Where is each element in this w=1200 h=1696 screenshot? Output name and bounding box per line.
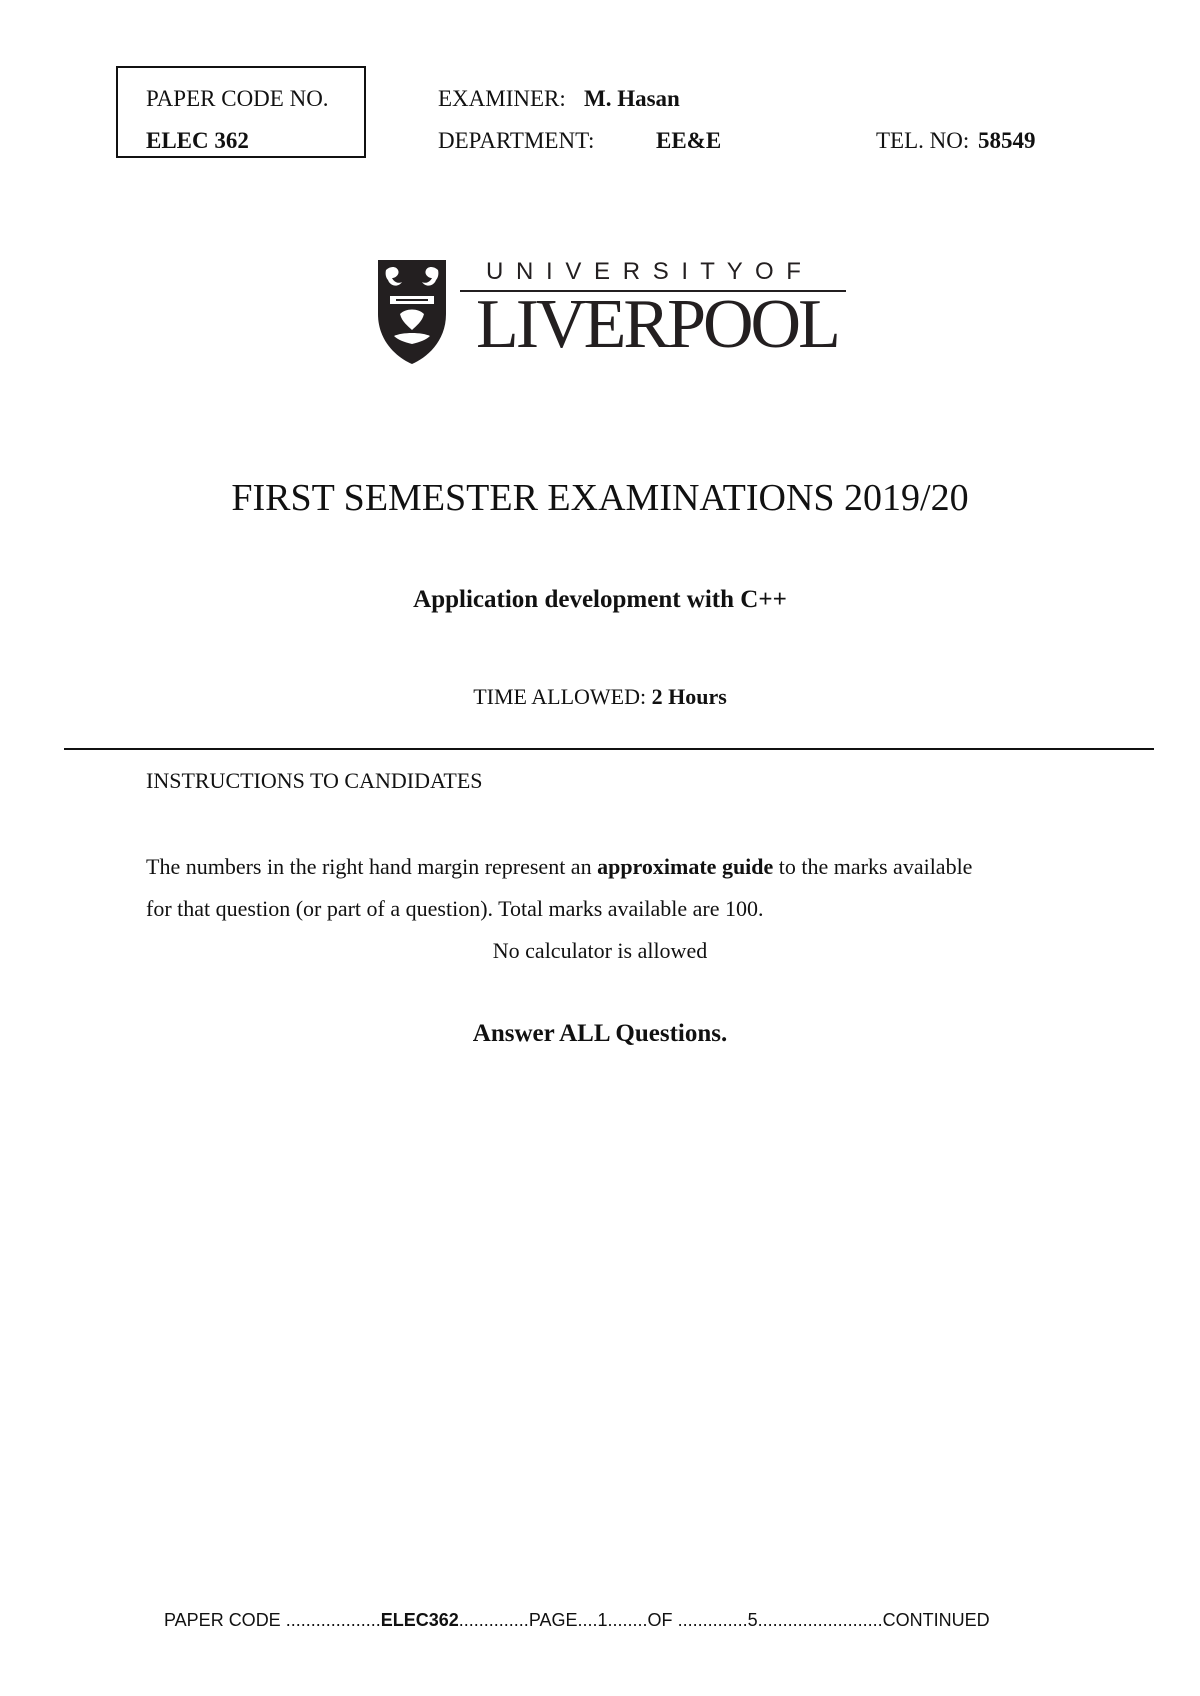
paper-code: ELEC 362 (146, 128, 249, 153)
footer-dots-4: ........ (607, 1610, 648, 1630)
subject-title: Application development with C++ (413, 586, 787, 613)
exam-title: FIRST SEMESTER EXAMINATIONS 2019/20 (231, 477, 969, 519)
divider (64, 748, 1154, 750)
instructions-line-2: for that question (or part of a question). Total marks available are 100. (146, 896, 764, 921)
footer-paper-code: ELEC362 (380, 1610, 459, 1630)
examiner-name: M. Hasan (584, 86, 680, 111)
paper-code-label: PAPER CODE NO. (146, 86, 329, 111)
logo-university-of: U N I V E R S I T Y O F (486, 258, 804, 285)
footer-dots-3: .... (577, 1610, 598, 1630)
footer-of-label: OF (647, 1610, 673, 1630)
logo-liverpool: LIVERPOOL (476, 286, 838, 363)
instructions-text-1: The numbers in the right hand margin represent an (146, 854, 592, 879)
examiner-label: EXAMINER: (438, 86, 566, 111)
department-label: DEPARTMENT: (438, 128, 595, 153)
tel-number: 58549 (978, 128, 1036, 153)
instructions-heading: INSTRUCTIONS TO CANDIDATES (146, 768, 483, 793)
tel-label: TEL. NO: (876, 128, 970, 153)
time-allowed-value: 2 Hours (651, 684, 727, 709)
footer-dots-1: ................... (285, 1610, 381, 1630)
footer-page-label: PAGE (528, 1610, 578, 1630)
time-allowed (0, 684, 1200, 710)
page-footer (164, 1610, 990, 1631)
instructions-text-2: to the marks available (778, 854, 973, 879)
time-allowed-label: TIME ALLOWED: (473, 684, 647, 709)
instructions-emphasis: approximate guide (597, 854, 774, 879)
footer-dots-2: .............. (458, 1610, 529, 1630)
footer-dots-6: ......................... (757, 1610, 883, 1630)
answer-all-note: Answer ALL Questions. (472, 1020, 728, 1047)
instructions-line-1 (146, 854, 972, 880)
footer-page-number: 1 (597, 1610, 608, 1630)
footer-dots-5: .............. (677, 1610, 748, 1630)
department-name: EE&E (656, 128, 722, 153)
footer-continued: CONTINUED (882, 1610, 990, 1630)
footer-paper-code-label: PAPER CODE (164, 1610, 281, 1630)
university-logo (376, 256, 848, 368)
footer-total-pages: 5 (747, 1610, 758, 1630)
no-calculator-note: No calculator is allowed (492, 938, 708, 963)
